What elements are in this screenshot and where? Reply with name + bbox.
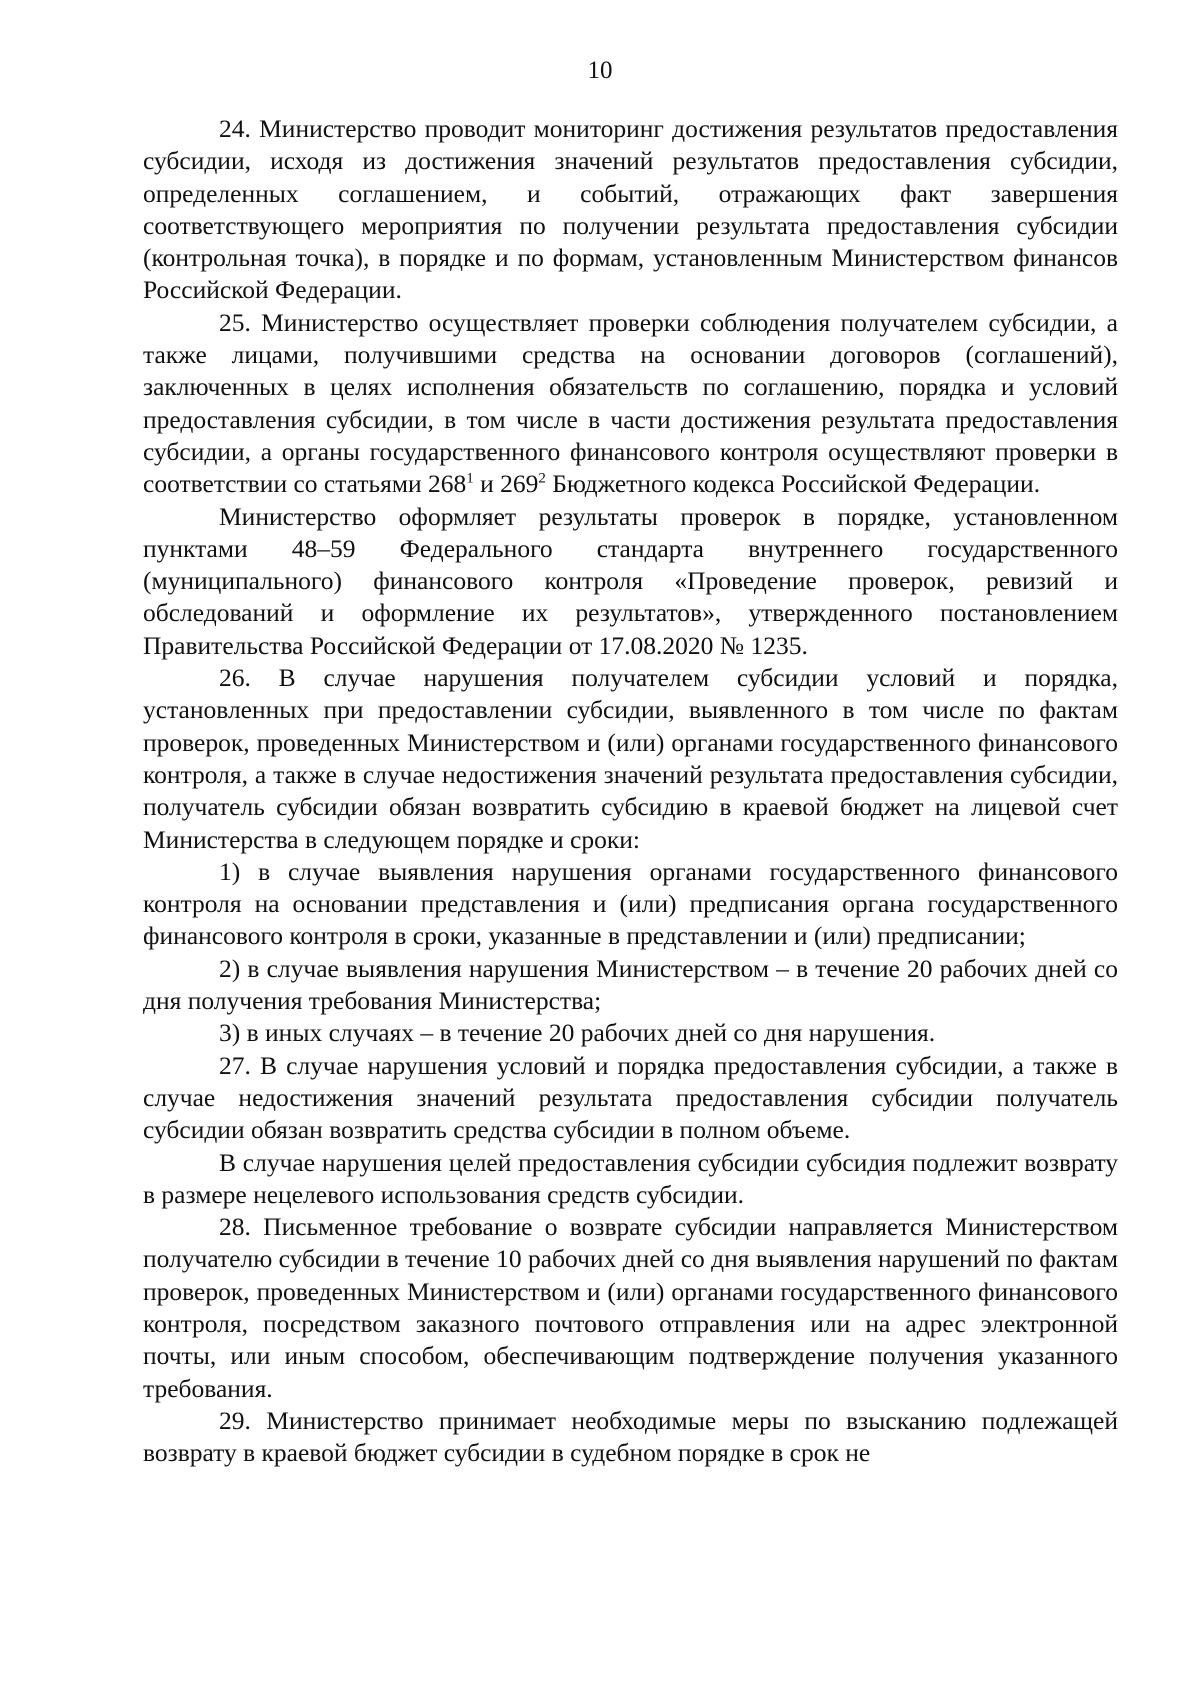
page-number: 10 [587, 57, 613, 84]
paragraph-27: 27. В случае нарушения условий и порядка предоставления субсидии, а также в случае недостижения значений результата предоставления субсидии получатель субсидии обязан возвратить средства субсидии в полном объеме. [143, 1050, 1118, 1145]
paragraph-25-text-middle: и 269 [473, 469, 539, 499]
paragraph-misuse-return: В случае нарушения целей предоставления субсидии субсидия подлежит возврату в размере нецелевого использования средств субсидии. [143, 1147, 1118, 1209]
paragraph-28: 28. Письменное требование о возврате субсидии направляется Министерством получателю субсидии в течение 10 рабочих дней со дня выявления нарушений по фактам проверок, проведенных Министерством и (или) органами государственного финансового контроля, посредством заказного почтового отправления или на адрес электронной почты, или иным способом, обеспечивающим подтверждение получения указанного требования. [143, 1212, 1118, 1403]
paragraph-24: 24. Министерство проводит мониторинг достижения результатов предоставления субсидии, исходя из достижения значений результатов предоставления субсидии, определенных соглашением, и событий, отражающих факт завершения соответствующего мероприятия по получении результата предоставления субсидии (контрольная точка), в порядке и по формам, установленным Министерством финансов Российской Федерации. [143, 114, 1118, 305]
article-268-superscript: 1 [466, 470, 474, 487]
paragraph-inspection-results: Министерство оформляет результаты проверок в порядке, установленном пунктами 48–59 Федерального стандарта внутреннего государственного (муниципального) финансового контроля «Проведение проверок, ревизий и обследований и оформление их результатов», утвержденного постановлением Правительства Российской Федерации от 17.08.2020 № 1235. [143, 501, 1118, 660]
paragraph-26: 26. В случае нарушения получателем субсидии условий и порядка, установленных при предоставлении субсидии, выявленного в том числе по фактам проверок, проведенных Министерством и (или) органами государственного финансового контроля, а также в случае недостижения значений результата предоставления субсидии, получатель субсидии обязан возвратить субсидию в краевой бюджет на лицевой счет Министерства в следующем порядке и сроки: [143, 663, 1118, 854]
paragraph-26-item-3: 3) в иных случаях – в течение 20 рабочих дней со дня нарушения. [219, 1018, 936, 1048]
article-269-superscript: 2 [538, 470, 546, 487]
document-body [143, 113, 1118, 1469]
paragraph-25-text-end: Бюджетного кодекса Российской Федерации. [545, 469, 1041, 499]
paragraph-25-text-start: 25. Министерство осуществляет проверки соблюдения получателем субсидии, а также лицами, получившими средства на основании договоров (соглашений), заключенных в целях исполнения обязательств по соглашению, порядка и условий предоставления субсидии, в том числе в части достижения результата предоставления субсидии, а органы государственного финансового контроля осуществляют проверки в соответствии со статьями 268 [143, 307, 1118, 499]
paragraph-29: 29. Министерство принимает необходимые меры по взысканию подлежащей возврату в краевой бюджет субсидии в судебном порядке в срок не [143, 1405, 1118, 1468]
paragraph-26-item-2: 2) в случае выявления нарушения Министерством – в течение 20 рабочих дней со дня получения требования Министерства; [143, 953, 1118, 1016]
paragraph-26-item-1: 1) в случае выявления нарушения органами государственного финансового контроля на основании представления и (или) предписания органа государственного финансового контроля в сроки, указанные в представлении и (или) предписании; [143, 856, 1118, 951]
paragraph-25 [143, 307, 1118, 501]
